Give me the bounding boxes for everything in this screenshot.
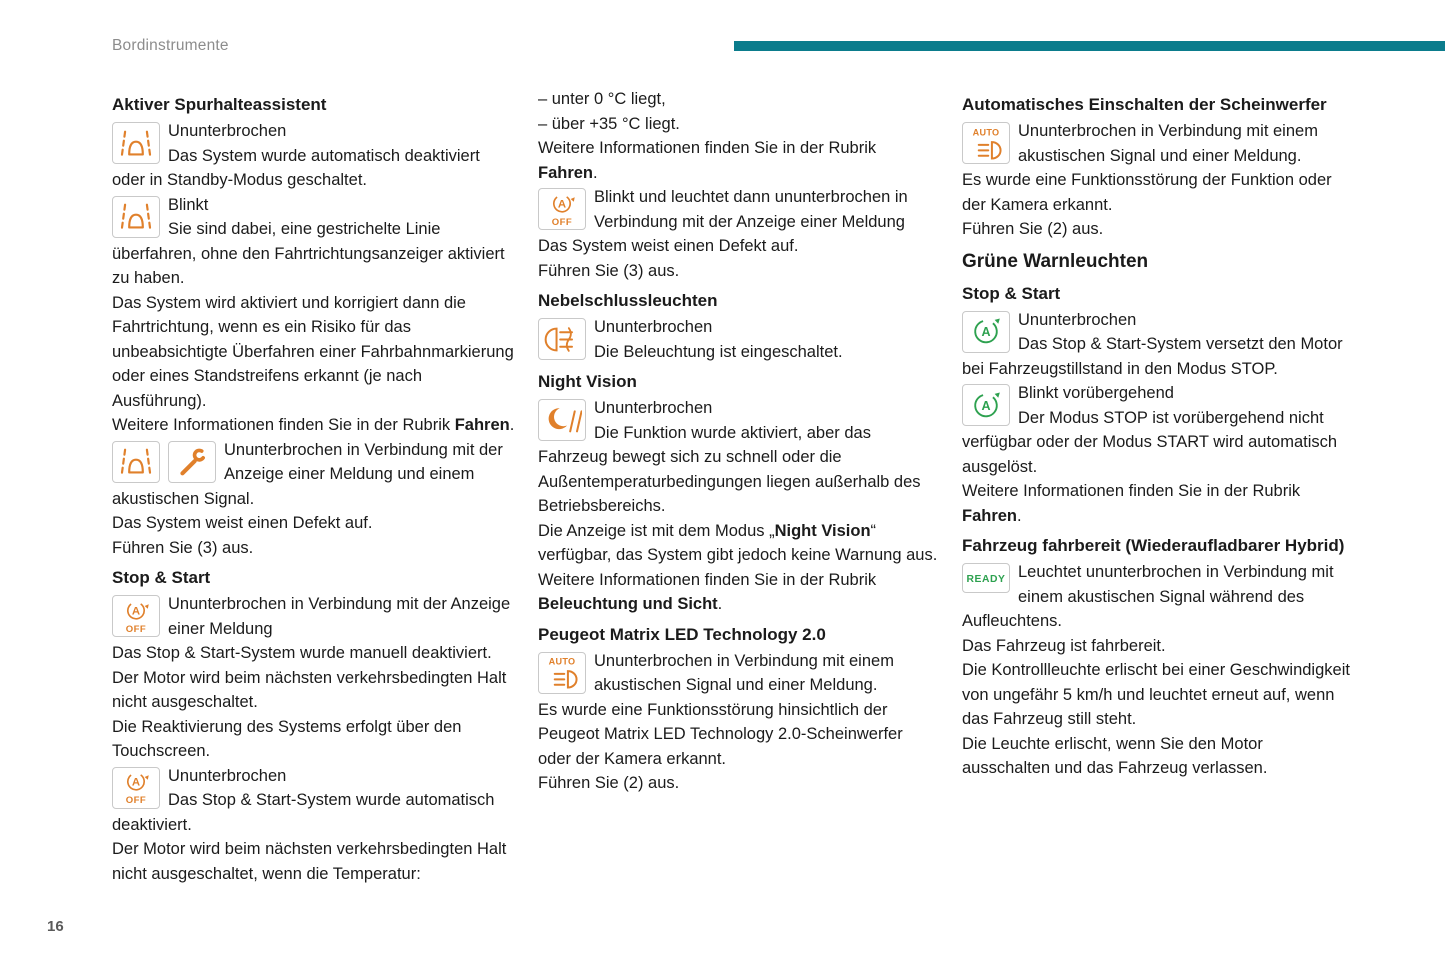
entry-text: Ununterbrochen in Verbindung mit einem akustischen Signal und einer Meldung. Es wurde eine Funktionsstörung hinsichtlich der Peugeot Matrix LED Technology 2.0-Scheinwerfer oder der Kamera erkannt. Führen Sie (2) aus. [538, 651, 903, 792]
auto-light-icon [962, 122, 1010, 164]
svg-text:AUTO: AUTO [548, 656, 576, 667]
indicator-entry [538, 649, 939, 796]
lane-departure-icon [112, 441, 160, 483]
ready-icon [962, 563, 1010, 593]
svg-text:OFF: OFF [125, 794, 147, 806]
topic-heading: Stop & Start [962, 283, 1061, 303]
indicator-entry [112, 592, 515, 764]
rear-fog-icon [538, 318, 586, 360]
night-vision-icon [538, 399, 586, 441]
paragraph [538, 87, 939, 185]
indicator-entry [962, 119, 1353, 242]
svg-text:A: A [557, 198, 567, 211]
column-3 [962, 87, 1353, 886]
svg-text:A: A [131, 776, 141, 789]
svg-text:OFF: OFF [125, 623, 147, 635]
paragraph [538, 519, 939, 617]
svg-text:READY: READY [966, 574, 1006, 586]
paragraph [112, 291, 515, 438]
entry-text: Blinkt vorübergehend Der Modus STOP ist vorübergehend nicht verfügbar oder der Modus START wird automatisch ausgelöst. [962, 384, 1338, 476]
indicator-entry [112, 193, 515, 291]
entry-text: Blinkt Sie sind dabei, eine gestrichelte Linie überfahren, ohne den Fahrtrichtungsanzeiger aktiviert zu haben. [112, 195, 505, 287]
column-2 [538, 87, 939, 886]
svg-text:AUTO: AUTO [972, 126, 1000, 137]
entry-text: Ununterbrochen Die Funktion wurde aktiviert, aber das Fahrzeug bewegt sich zu schnell oder die Außentemperaturbedingungen liegen außerhalb des Betriebsbereichs. [538, 399, 921, 515]
a-off-icon [112, 595, 160, 637]
entry-text: Leuchtet ununterbrochen in Verbindung mit einem akustischen Signal während des Aufleuchtens. Das Fahrzeug ist fahrbereit. Die Kontrollleuchte erlischt bei einer Geschwindigkeit von ungefähr 5 km/h und leuchtet erneut auf, wenn das Fahrzeug still steht. Die Leuchte erlischt, wenn Sie den Motor ausschalten und das Fahrzeug verlassen. [962, 563, 1350, 777]
indicator-entry [112, 119, 515, 193]
lane-departure-icon [112, 122, 160, 164]
topic-heading: Automatisches Einschalten der Scheinwerfer [962, 95, 1327, 114]
accent-bar [734, 41, 1445, 51]
topic-heading: Aktiver Spurhalteassistent [112, 95, 327, 114]
content-columns [112, 87, 1353, 886]
a-circle-green-icon [962, 311, 1010, 353]
indicator-entry [962, 560, 1353, 781]
indicator-entry [962, 308, 1353, 382]
entry-text: Das System wird aktiviert und korrigiert dann die Fahrtrichtung, wenn es ein Risiko für das unbeabsichtigte Überfahren einer Fahrbahnmarkierung oder eines Standstreifens erkannt (je nach Ausführung). Weitere Informationen finden Sie in der Rubrik Fahren. [112, 293, 515, 434]
indicator-entry [112, 438, 515, 561]
entry-text: Ununterbrochen Das Stop & Start-System wurde automatisch deaktiviert. Der Motor wird beim nächsten verkehrsbedingten Halt nicht ausgeschaltet, wenn die Temperatur: [112, 766, 507, 883]
entry-text: Ununterbrochen Die Beleuchtung ist eingeschaltet. [594, 318, 843, 361]
indicator-entry [538, 396, 939, 519]
section-title: Grüne Warnleuchten [962, 250, 1149, 272]
entry-text: Ununterbrochen in Verbindung mit einem akustischen Signal und einer Meldung. Es wurde eine Funktionsstörung der Funktion oder der Kamera erkannt. Führen Sie (2) aus. [962, 122, 1332, 238]
column-1 [112, 87, 515, 886]
entry-text: Die Anzeige ist mit dem Modus „Night Vision“ verfügbar, das System gibt jedoch keine Warnung aus. Weitere Informationen finden Sie in der Rubrik Beleuchtung und Sicht. [538, 521, 938, 613]
indicator-entry [112, 764, 515, 887]
entry-text: – unter 0 °C liegt, – über +35 °C liegt. Weitere Informationen finden Sie in der Rubrik Fahren. [538, 90, 877, 182]
a-off-icon [112, 767, 160, 809]
wrench-icon [168, 441, 216, 483]
topic-heading: Stop & Start [112, 568, 211, 587]
svg-text:OFF: OFF [551, 216, 573, 228]
entry-text: Ununterbrochen Das System wurde automatisch deaktiviert oder in Standby-Modus geschaltet. [112, 122, 480, 189]
entry-text: Ununterbrochen Das Stop & Start-System versetzt den Motor bei Fahrzeugstillstand in den Modus STOP. [962, 310, 1343, 378]
topic-heading: Night Vision [538, 372, 637, 391]
page-header-title: Bordinstrumente [112, 37, 229, 54]
topic-heading: Nebelschlussleuchten [538, 291, 718, 310]
svg-text:A: A [131, 605, 141, 618]
lane-departure-icon [112, 196, 160, 238]
entry-text: Weitere Informationen finden Sie in der Rubrik Fahren. [962, 482, 1301, 525]
topic-heading: Fahrzeug fahrbereit (Wiederaufladbarer Hybrid) [962, 536, 1345, 555]
auto-light-icon [538, 652, 586, 694]
page-number: 16 [47, 918, 64, 935]
svg-text:A: A [981, 325, 991, 340]
indicator-entry [962, 381, 1353, 479]
svg-text:A: A [981, 398, 991, 413]
indicator-entry [538, 315, 939, 364]
paragraph [962, 479, 1353, 528]
indicator-entry [538, 185, 939, 283]
entry-text: Blinkt und leuchtet dann ununterbrochen in Verbindung mit der Anzeige einer Meldung Das System weist einen Defekt auf. Führen Sie (3) aus. [538, 188, 908, 280]
topic-heading: Peugeot Matrix LED Technology 2.0 [538, 624, 826, 644]
entry-text: Ununterbrochen in Verbindung mit der Anzeige einer Meldung und einem akustischen Signal. Das System weist einen Defekt auf. Führen Sie (3) aus. [112, 440, 503, 557]
a-circle-green-icon [962, 384, 1010, 426]
a-off-icon [538, 188, 586, 230]
entry-text: Ununterbrochen in Verbindung mit der Anzeige einer Meldung Das Stop & Start-System wurde manuell deaktiviert. Der Motor wird beim nächsten verkehrsbedingten Halt nicht ausgeschaltet. Die Reaktivierung des Systems erfolgt über den Touchscreen. [112, 595, 511, 760]
